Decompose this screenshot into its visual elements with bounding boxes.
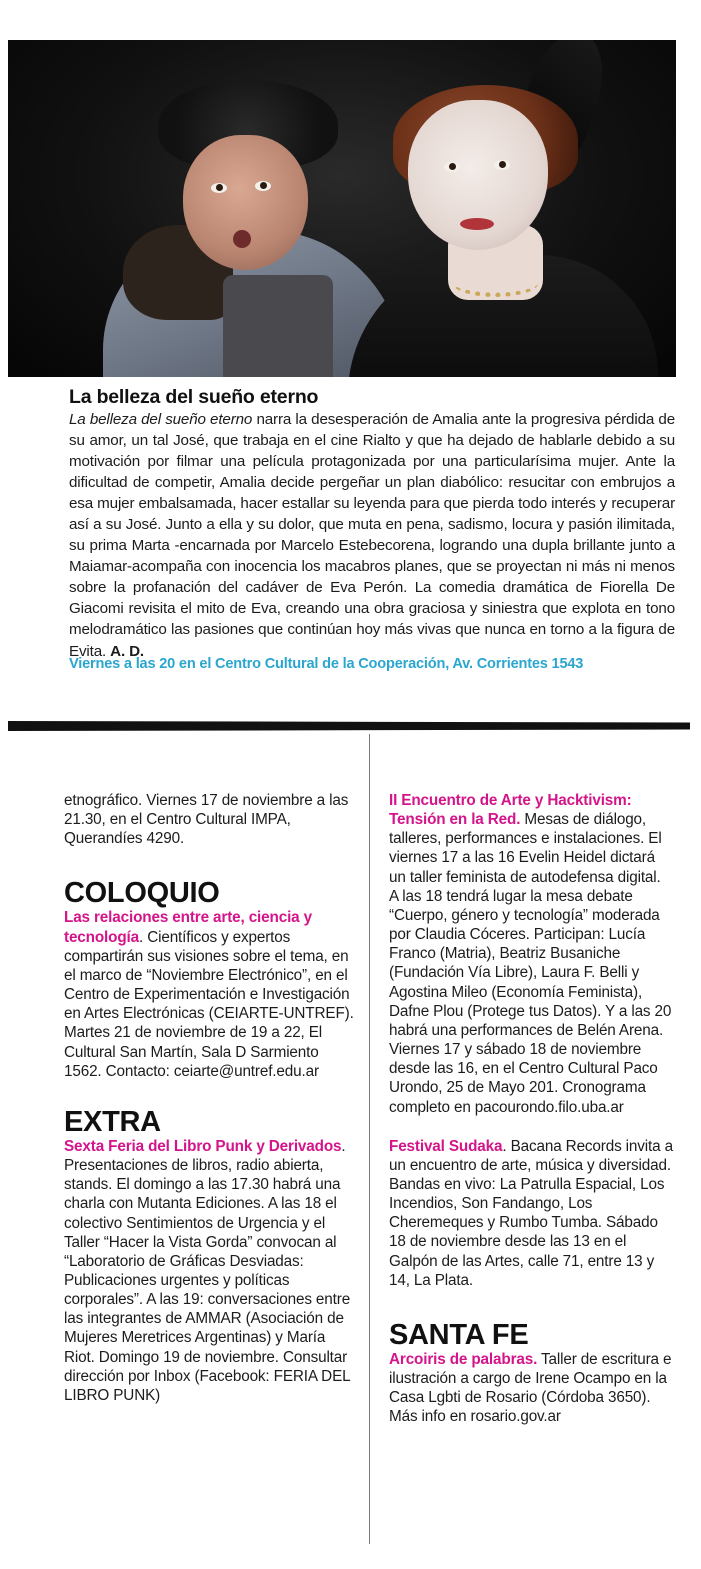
actor-right-necklace <box>453 270 538 297</box>
santafe-highlight: Arcoiris de palabras. <box>389 1350 538 1368</box>
coloquio-paragraph <box>64 908 356 1080</box>
actor-left-face <box>183 135 308 270</box>
extra-highlight: Sexta Feria del Libro Punk y Derivados <box>64 1137 342 1155</box>
feature-body-text: narra la desesperación de Amalia ante la progresiva pérdida de su amor, un tal José, que trabaja en el cine Rialto y que ha dejado de hablarle debido a su motivación por filmar una película protagonizada por una particularísima mujer. Ante la dificultad de competir, Amalia decide pergeñar un plan diabólico: resucitar con embrujos a esa mujer embalsamada, hacer estallar su leyenda para que pierda todo interés y recuperar así a su José. Junto a ella y su dolor, que muta en pena, sadismo, locura y pasión ilimitada, su prima Marta -encarnada por Marcelo Estebecorena, logrando una dupla brillante junto a Maiamar-acompaña con inocencia los macabros planes, que se proyectan ni más ni menos sobre la profanación del cadáver de Eva Perón. La comedia dramática de Fiorella De Giacomi revisita el mito de Eva, creando una obra graciosa y siniestra que explota en tono melodramático las pasiones que continúan hoy más vivas que nunca en torno a la figura de Evita. <box>69 411 675 660</box>
feature-title: La belleza del sueño eterno <box>69 386 319 408</box>
eye <box>211 183 227 193</box>
eye <box>444 162 460 172</box>
coloquio-text: . Científicos y expertos compartirán sus visiones sobre el tema, en el marco de “Noviembre Electrónico”, en el Centro de Experimentación e Investigación en Artes Electrónicas (CEIARTE-UNTREF). Martes 21 de noviembre de 19 a 22, El Cultural San Martín, Sala D Sarmiento 1562. Contacto: ceiarte@untref.edu.ar <box>64 928 354 1080</box>
sudaka-text: . Bacana Records invita a un encuentro de arte, música y diversidad. Bandas en vivo: La Patrulla Espacial, Los Incendios, Son Fandango, Los Cheremeques y Rumbo Tumba. Sábado 18 de noviembre desde las 13 en el Galpón de las Artes, calle 71, entre 13 y 14, La Plata. <box>389 1137 673 1289</box>
santafe-text: Taller de escritura e ilustración a cargo de Irene Ocampo en la Casa Lgbti de Rosario (Córdoba 3650). Más info en rosario.gov.ar <box>389 1350 672 1426</box>
section-heading-coloquio: COLOQUIO <box>64 877 220 910</box>
section-divider <box>8 721 690 731</box>
extra-paragraph <box>64 1137 356 1405</box>
section-heading-extra: EXTRA <box>64 1105 161 1138</box>
hacktivism-highlight: II Encuentro de Arte y Hacktivism: Tensión en la Red. <box>389 792 632 829</box>
section-heading-santa-fe: SANTA FE <box>389 1318 529 1351</box>
eye <box>255 181 271 191</box>
feature-venue: Viernes a las 20 en el Centro Cultural de la Cooperación, Av. Corrientes 1543 <box>69 656 584 672</box>
eye <box>494 160 510 170</box>
intro-paragraph: etnográfico. Viernes 17 de noviembre a las 21.30, en el Centro Cultural IMPA, Querandíes 4290. <box>64 792 349 848</box>
sudaka-highlight: Festival Sudaka <box>389 1137 503 1155</box>
feature-photo <box>8 40 676 377</box>
column-rule <box>369 734 370 1544</box>
sudaka-paragraph <box>389 1137 673 1290</box>
santafe-paragraph <box>389 1350 673 1427</box>
left-column <box>64 791 356 1405</box>
actor-left-shirt <box>223 275 333 377</box>
feature-author: A. D. <box>110 642 145 660</box>
hacktivism-text: Mesas de diálogo, talleres, performances e instalaciones. El viernes 17 a las 16 Evelin Heidel dictará un taller feminista de autodefensa digital. A las 18 tendrá lugar la mesa debate “Cuerpo, género y tecnología” moderada por Claudia Cóceres. Participan: Lucía Franco (Matria), Beatriz Busaniche (Fundación Vía Libre), Laura F. Belli y Agostina Mileo (Economía Feminista), Dafne Plou (Protege tus Datos). Y a las 20 habrá una performances de Belén Arena. Viernes 17 y sábado 18 de noviembre desde las 16, en el Centro Cultural Paco Urondo, 25 de Mayo 201. Cronograma completo en pacourondo.filo.uba.ar <box>389 811 672 1116</box>
actor-right-face <box>408 100 548 250</box>
right-column <box>389 791 673 1427</box>
feature-body <box>69 409 675 662</box>
hacktivism-paragraph <box>389 791 673 1117</box>
mouth <box>233 230 251 248</box>
coloquio-highlight: Las relaciones entre arte, ciencia y tecnología <box>64 909 312 946</box>
extra-text: . Presentaciones de libros, radio abierta, stands. El domingo a las 17.30 habrá una charla con Mutanta Ediciones. A las 18 el colectivo Sentimientos de Urgencia y el Taller “Hacer la Vista Gorda” convocan al “Laboratorio de Gráficas Desviadas: Publicaciones urgentes y políticas corporales”. A las 19: conversaciones entre las integrantes de AMMAR (Asociación de Mujeres Meretrices Argentinas) y María Riot. Domingo 19 de noviembre. Consultar dirección por Inbox (Facebook: FERIA DEL LIBRO PUNK) <box>64 1137 351 1404</box>
feature-body-italic-title: La belleza del sueño eterno <box>69 411 253 428</box>
lips <box>460 218 494 230</box>
